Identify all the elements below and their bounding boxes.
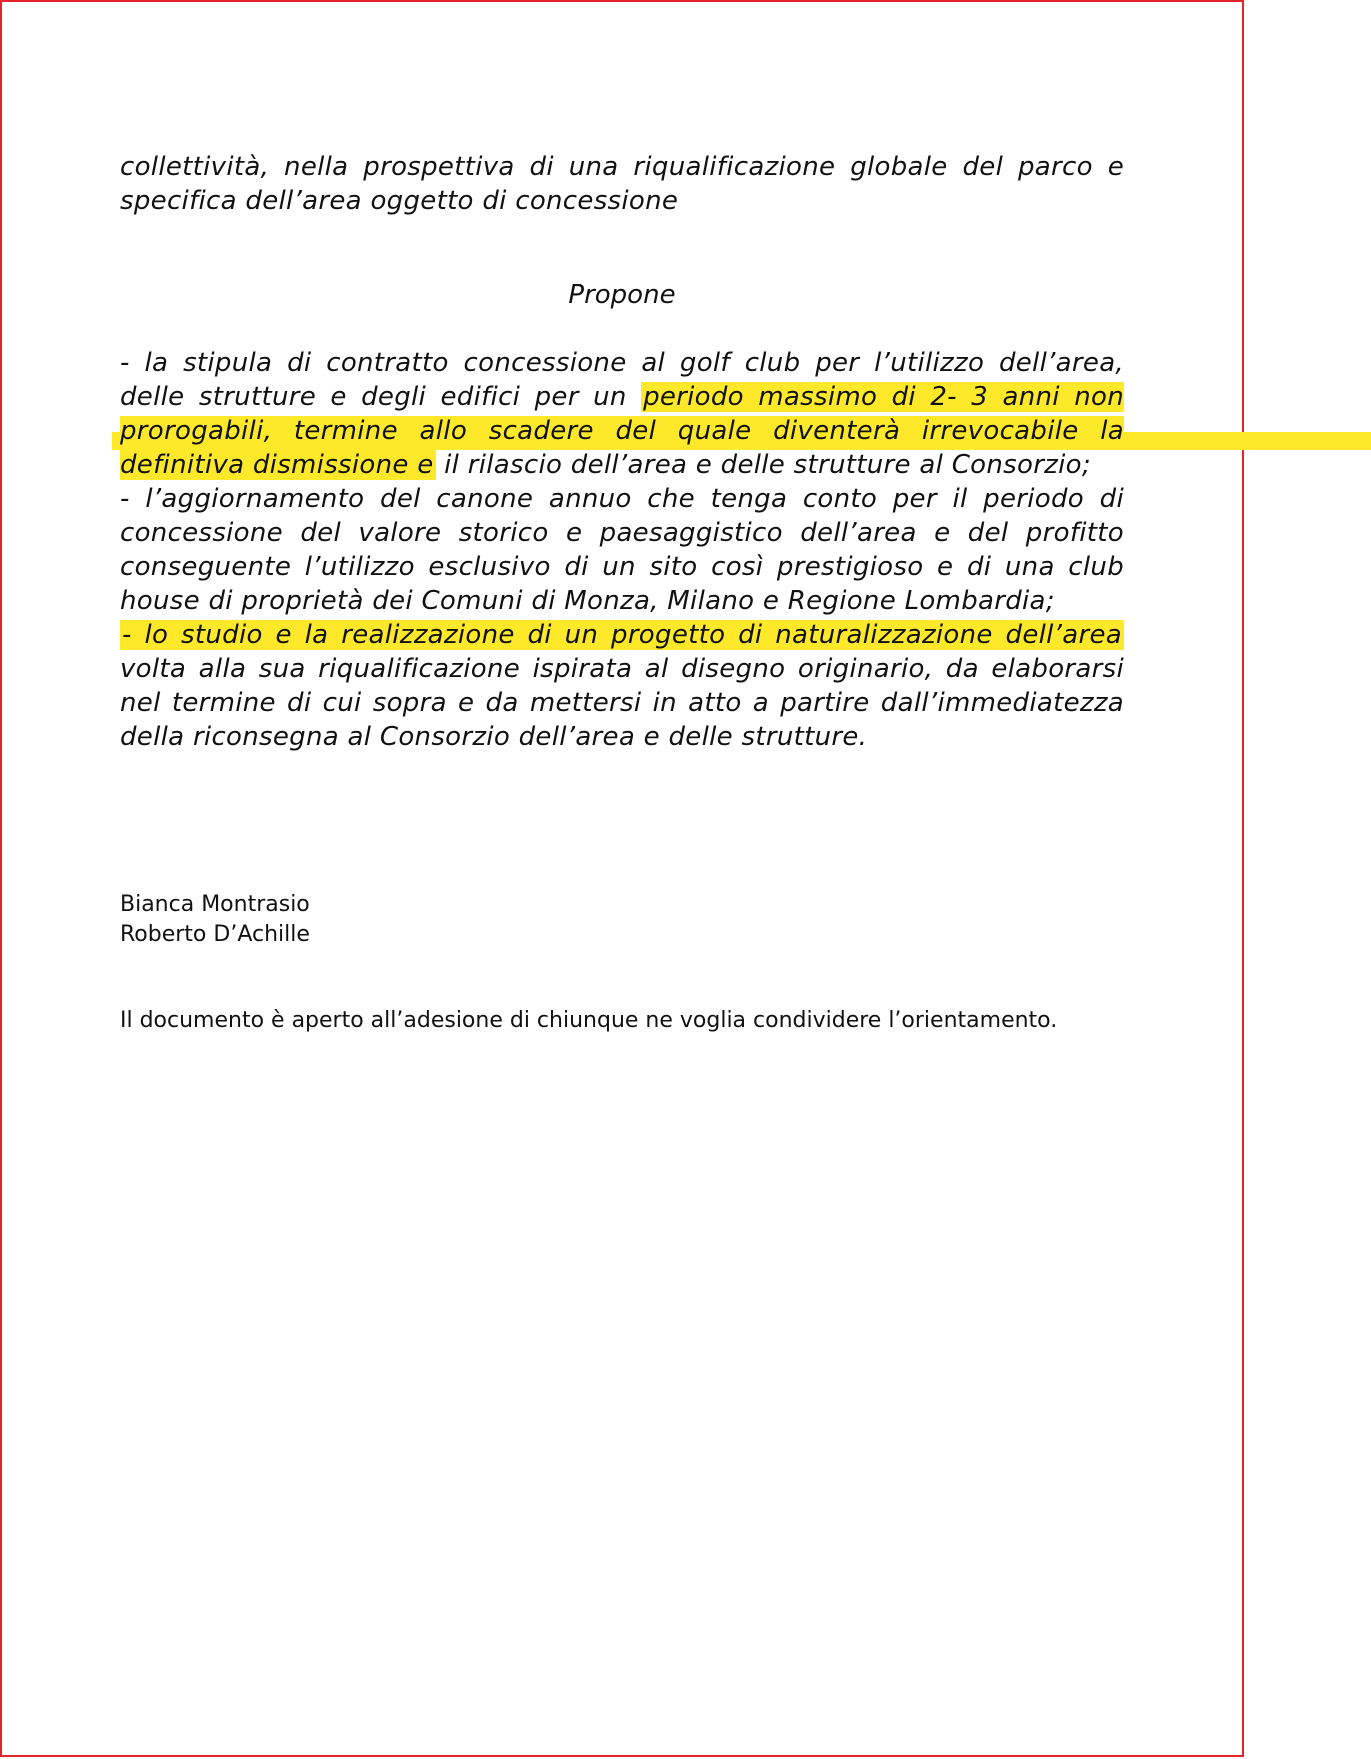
signatory-name: Roberto D’Achille <box>120 922 310 947</box>
intro-paragraph: collettività, nella prospettiva di una riqualificazione globale del parco e specifica dell’area oggetto di concessione <box>120 152 1124 216</box>
item2-text: - l’aggiornamento del canone annuo che tenga conto per il periodo di concessione del valore storico e paesaggistico dell’area e del profitto conseguente l’utilizzo esclusivo di un sito così prestigioso e di una club house di proprietà dei Comuni di Monza, Milano e Regione Lombardia; <box>120 484 1124 616</box>
item1-highlight: periodo massimo di 2- 3 anni non prorogabili, termine allo scadere del quale diventerà irrevocabile la definitiva dismissione e <box>120 382 1125 480</box>
item3-tail: volta alla sua riqualificazione ispirata al disegno originario, da elaborarsi nel termine di cui sopra e da mettersi in atto a partire dall’immediatezza della riconsegna al Consorzio dell’area e delle strutture. <box>120 654 1124 752</box>
proposal-list <box>120 346 1124 754</box>
item1-lead: - la stipula di contratto concessione al golf club per l’utilizzo dell’area, delle strutture e degli edifici per un <box>120 348 1124 412</box>
item1-tail: il rilascio dell’area e delle strutture al Consorzio; <box>435 450 1091 480</box>
signatory-name: Bianca Montrasio <box>120 892 310 917</box>
section-heading: Propone <box>568 280 676 310</box>
item3-highlight: - lo studio e la realizzazione di un progetto di naturalizzazione dell’area <box>122 620 1122 650</box>
closing-note: Il documento è aperto all’adesione di chiunque ne voglia condividere l’orientamento. <box>120 1008 1058 1033</box>
signatures <box>120 890 310 950</box>
